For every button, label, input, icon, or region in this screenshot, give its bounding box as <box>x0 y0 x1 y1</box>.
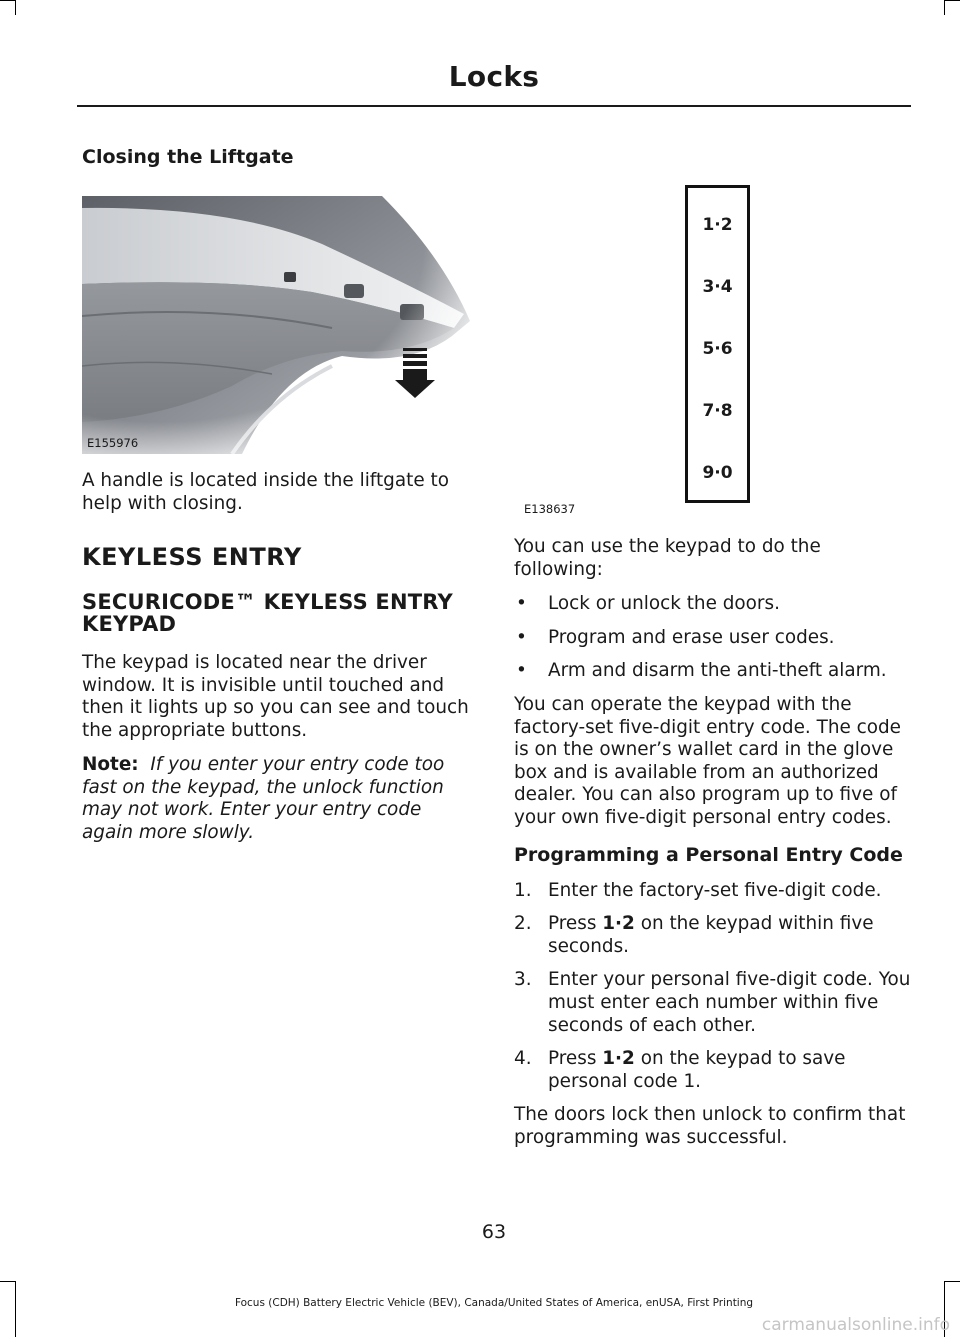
keypad-button-9-0: 9·0 <box>702 463 733 483</box>
keypad-button-5-6: 5·6 <box>702 339 733 359</box>
keyless-entry-heading: KEYLESS ENTRY <box>82 543 302 572</box>
confirm-text: The doors lock then unlock to confirm that programming was successful. <box>514 1104 906 1148</box>
crop-mark <box>944 0 945 15</box>
bullet-mark: • <box>516 660 527 682</box>
crop-mark <box>944 1281 960 1282</box>
keypad-button-3-4: 3·4 <box>702 277 733 297</box>
keypad-use-intro: You can use the keypad to do the following: <box>514 536 821 580</box>
programming-heading: Programming a Personal Entry Code <box>514 843 903 866</box>
keypad-button-7-8: 7·8 <box>702 401 733 421</box>
left-column <box>82 146 472 168</box>
keypad-panel <box>685 185 750 503</box>
bullet-mark: • <box>516 593 527 615</box>
bullet-mark: • <box>516 626 527 648</box>
note-label: Note: <box>82 754 139 776</box>
crop-mark <box>944 0 960 1</box>
section-title: Locks <box>448 60 540 93</box>
liftgate-figure <box>82 196 472 454</box>
keypad-figure <box>514 180 912 520</box>
list-item: • Lock or unlock the doors. <box>516 593 780 615</box>
keypad-figure-id: E138637 <box>524 502 576 516</box>
closing-liftgate-heading: Closing the Liftgate <box>82 146 294 168</box>
keypad-uses-list <box>514 593 912 683</box>
liftgate-illustration <box>82 196 472 454</box>
crop-mark <box>0 1281 15 1282</box>
list-item: • Program and erase user codes. <box>516 626 835 648</box>
right-column <box>514 536 912 1149</box>
page-number: 63 <box>481 1221 507 1243</box>
watermark: carmanualsonline.info <box>761 1315 950 1335</box>
programming-steps <box>514 880 912 1094</box>
step-item: 4. Press 1·2 on the keypad to save personal code 1. <box>514 1048 846 1092</box>
step-item: 2. Press 1·2 on the keypad within five seconds. <box>514 913 874 957</box>
note-paragraph <box>82 754 472 844</box>
factory-code-text: You can operate the keypad with the factory-set five-digit entry code. The code is on the owner’s wallet card in the glove box and is available from an authorized dealer. You can also program up to five of your own five-digit personal entry codes. <box>514 693 901 828</box>
handle-text: A handle is located inside the liftgate to help with closing. <box>82 470 449 514</box>
footer-vehicle-text: Focus (CDH) Battery Electric Vehicle (BEV), Canada/United States of America, enUSA, First Printing <box>234 1297 754 1309</box>
header-rule <box>77 105 911 107</box>
liftgate-figure-id: E155976 <box>87 436 139 450</box>
keypad-button-1-2: 1·2 <box>702 215 733 235</box>
note-text: If you enter your entry code too fast on the keypad, the unlock function may not work. Enter your entry code again more slowly. <box>82 754 445 844</box>
step-item: 1. Enter the factory-set five-digit code. <box>514 879 882 901</box>
crop-mark <box>0 0 15 1</box>
step-item: 3. Enter your personal five-digit code. You must enter each number within five seconds of each other. <box>514 969 911 1036</box>
keypad-intro-text: The keypad is located near the driver window. It is invisible until touched and then it lights up so you can see and touch the appropriate buttons. <box>82 651 469 741</box>
keypad-heading: SECURICODE™ KEYLESS ENTRY KEYPAD <box>82 589 453 637</box>
crop-mark <box>15 0 16 15</box>
crop-mark <box>15 1281 16 1337</box>
left-column-body <box>82 470 472 845</box>
list-item: • Arm and disarm the anti-theft alarm. <box>516 660 887 682</box>
